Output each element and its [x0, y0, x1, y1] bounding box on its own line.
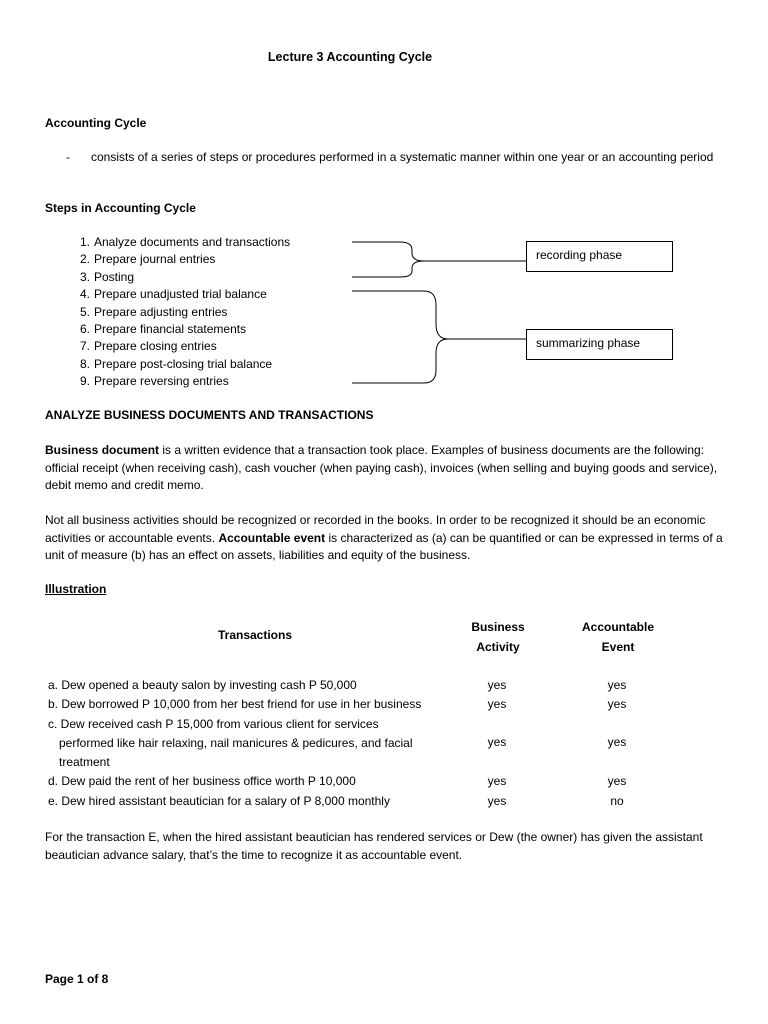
bullet-dash: - — [66, 150, 70, 164]
list-item: 5. Prepare adjusting entries — [79, 304, 228, 319]
business-document-paragraph: Business document is a written evidence that a transaction took place. Examples of business documents are the following: official receipt (when receiving cash), cash voucher (when paying cash), invoices (when selling and buying goods and service), debit memo and credit memo. — [45, 443, 718, 492]
illustration-heading: Illustration — [45, 582, 107, 596]
accountable-event-cell: no — [610, 794, 624, 808]
list-item: 6. Prepare financial statements — [79, 321, 247, 336]
business-activity-cell: yes — [487, 794, 507, 808]
header-transactions: Transactions — [217, 628, 293, 642]
recording-phase-box: recording phase — [526, 241, 673, 272]
section-heading-accounting-cycle: Accounting Cycle — [45, 116, 147, 130]
accounting-cycle-definition: consists of a series of steps or procedures performed in a systematic manner within one year or an accounting period — [91, 150, 714, 164]
table-row: d. Dew paid the rent of her business office worth P 10,000 — [48, 774, 356, 788]
table-row: c. Dew received cash P 15,000 from various client for services performed like hair relaxing, nail manicures & pedicures, and facial treatment — [48, 717, 413, 769]
list-item: 4. Prepare unadjusted trial balance — [79, 287, 267, 302]
business-activity-cell: yes — [487, 697, 507, 711]
section-heading-steps: Steps in Accounting Cycle — [45, 201, 196, 215]
list-item: 8. Prepare post-closing trial balance — [79, 356, 273, 371]
summarizing-brace — [352, 291, 526, 383]
table-row: b. Dew borrowed P 10,000 from her best friend for use in her business — [48, 697, 422, 711]
accountable-event-cell: yes — [607, 678, 627, 692]
business-activity-cell: yes — [487, 678, 507, 692]
header-business-activity: Business Activity — [471, 620, 525, 654]
list-item: 3. Posting — [79, 269, 135, 284]
accountable-event-cell: yes — [607, 735, 627, 749]
summarizing-phase-box: summarizing phase — [526, 329, 673, 360]
business-activity-cell: yes — [487, 774, 507, 788]
section-heading-analyze: ANALYZE BUSINESS DOCUMENTS AND TRANSACTIONS — [45, 408, 374, 422]
header-accountable-event: Accountable Event — [581, 620, 654, 654]
list-item: 2. Prepare journal entries — [79, 252, 216, 267]
list-item: 7. Prepare closing entries — [79, 339, 217, 354]
accountable-event-cell: yes — [607, 774, 627, 788]
page-number: Page 1 of 8 — [45, 972, 109, 986]
business-activity-cell: yes — [487, 735, 507, 749]
recording-brace — [352, 242, 526, 277]
accountable-event-paragraph: Not all business activities should be recognized or recorded in the books. In order to be recognized it should be an economic activities or accountable events. Accountable event is characterized as (a) can be quantified or can be expressed in terms of a unit of measure (b) has an effect on assets, liabilities and equity of the business. — [45, 513, 723, 562]
table-row: a. Dew opened a beauty salon by investing cash P 50,000 — [48, 678, 357, 692]
transaction-e-note: For the transaction E, when the hired assistant beautician has rendered services or Dew (the owner) has given the assistant beautician advance salary, that’s the time to recognize it as accountable event. — [45, 830, 703, 862]
list-item: 9. Prepare reversing entries — [79, 374, 229, 389]
accountable-event-cell: yes — [607, 697, 627, 711]
table-row: e. Dew hired assistant beautician for a salary of P 8,000 monthly — [48, 794, 390, 808]
list-item: 1. Analyze documents and transactions — [79, 235, 291, 249]
document-title: Lecture 3 Accounting Cycle — [267, 50, 433, 64]
